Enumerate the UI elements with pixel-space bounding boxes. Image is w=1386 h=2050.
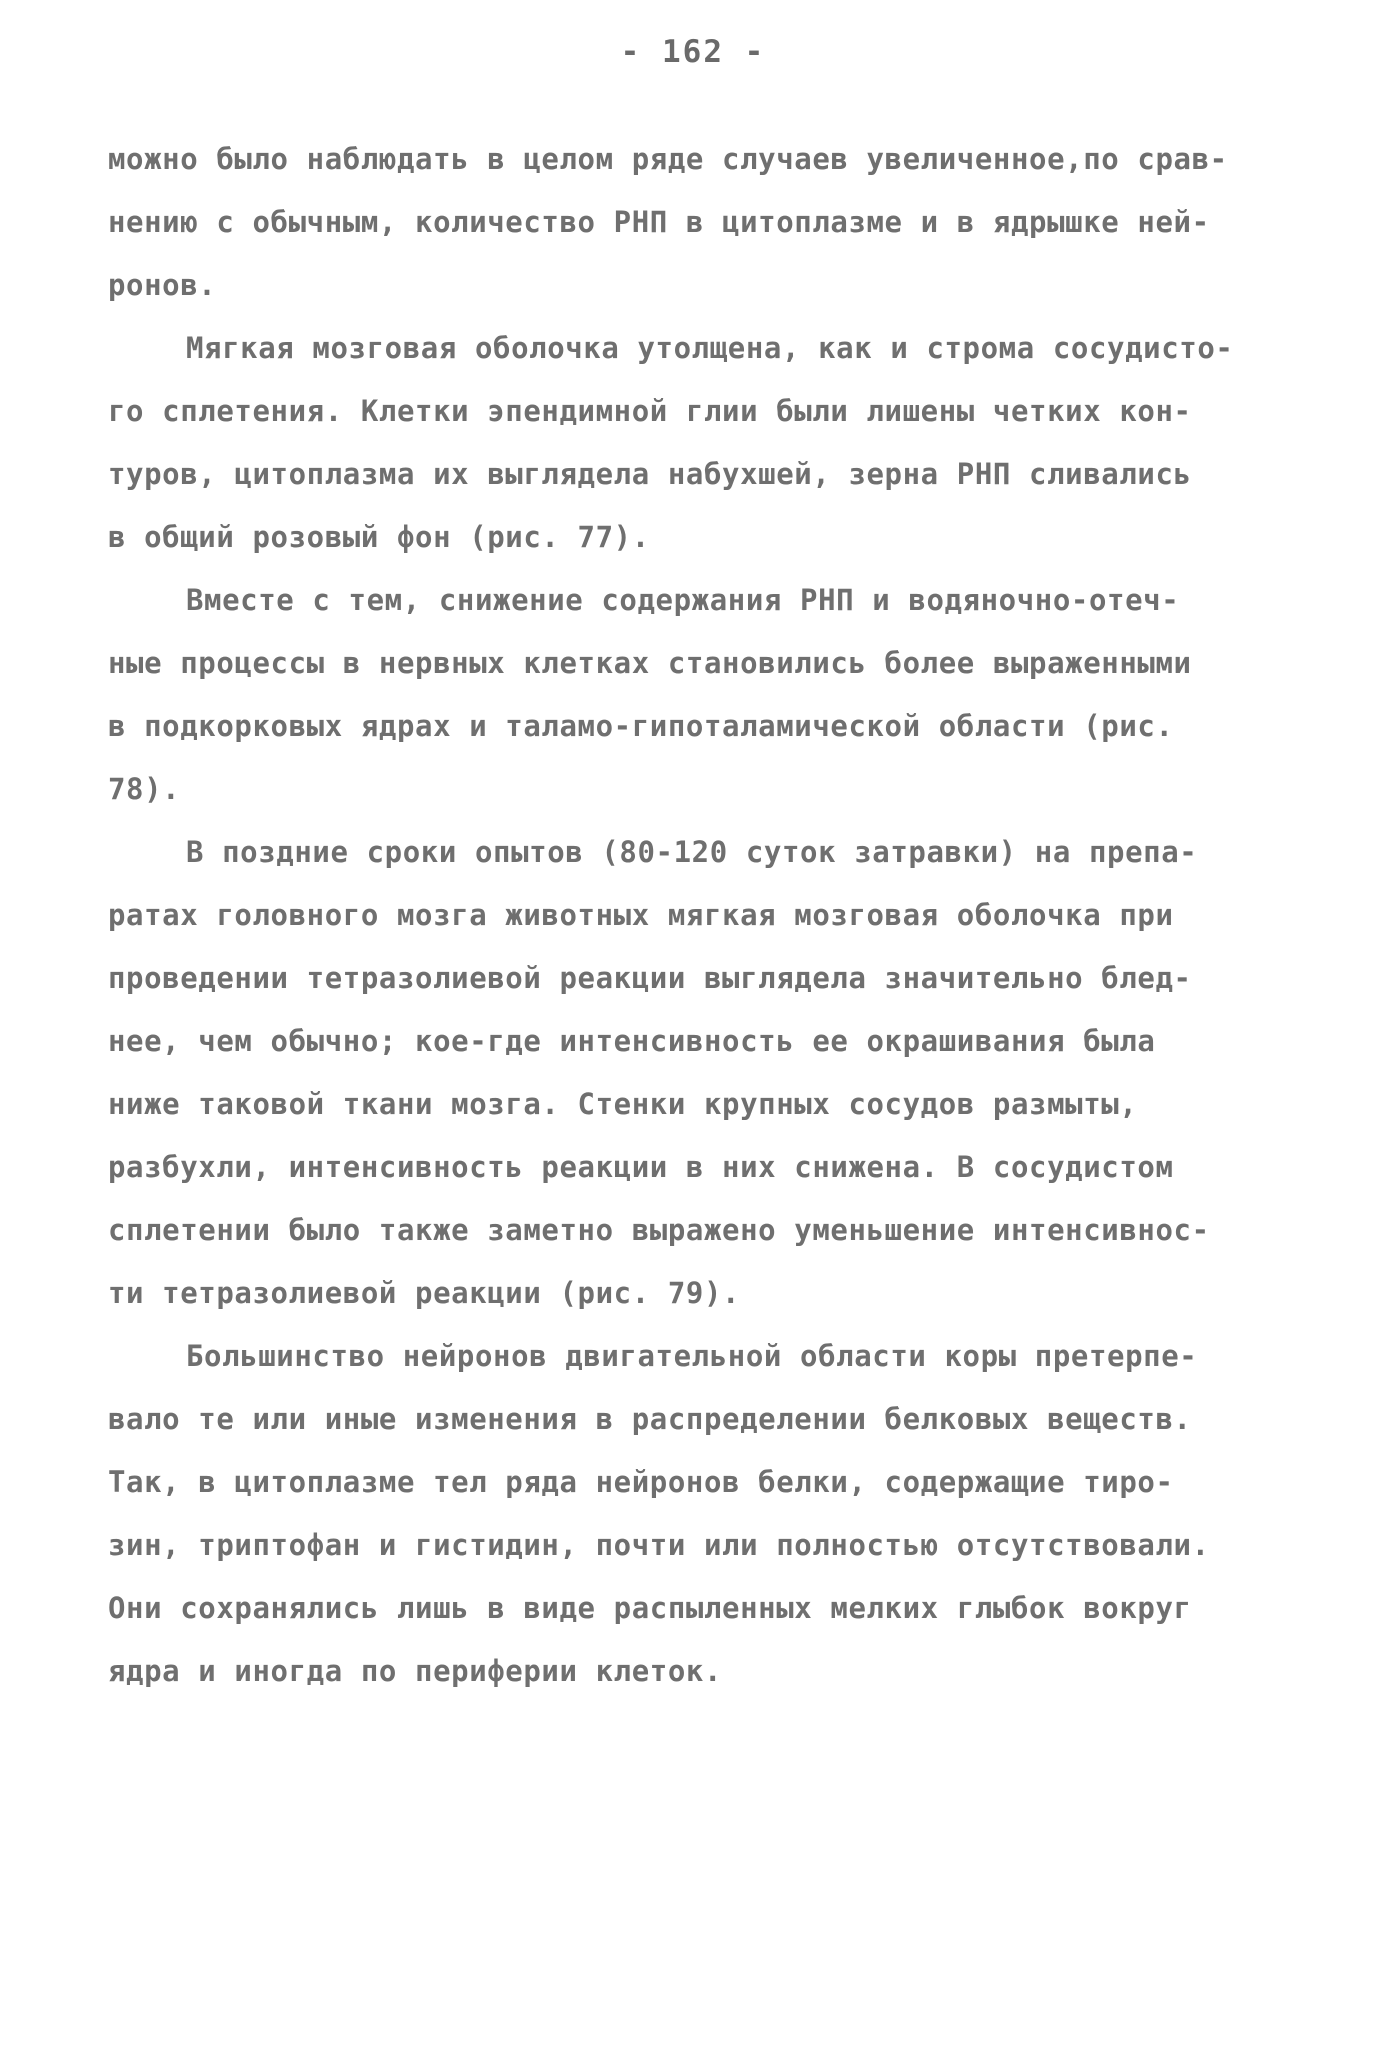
paragraph-3 <box>108 569 1288 821</box>
text-line: Так, в цитоплазме тел ряда нейронов белки, содержащие тиро- <box>108 1465 1174 1499</box>
text-line: разбухли, интенсивность реакции в них снижена. В сосудистом <box>108 1150 1174 1184</box>
paragraph-2 <box>108 317 1288 569</box>
text-line: в подкорковых ядрах и таламо-гипоталамической области (рис. <box>108 709 1174 743</box>
page-number: - 162 - <box>620 34 766 70</box>
body-text <box>108 128 1288 1703</box>
text-line: вало те или иные изменения в распределении белковых веществ. <box>108 1402 1192 1436</box>
paragraph-5 <box>108 1325 1288 1703</box>
text-line: ратах головного мозга животных мягкая мозговая оболочка при <box>108 898 1174 932</box>
text-line: проведении тетразолиевой реакции выглядела значительно блед- <box>108 961 1192 995</box>
paragraph-4 <box>108 821 1288 1325</box>
text-line: нению с обычным, количество РНП в цитоплазме и в ядрышке ней- <box>108 205 1210 239</box>
text-line: ти тетразолиевой реакции (рис. 79). <box>108 1276 741 1310</box>
text-line: Вместе с тем, снижение содержания РНП и водяночно-отеч- <box>186 583 1180 617</box>
text-line: ядра и иногда по периферии клеток. <box>108 1654 723 1688</box>
text-line: нее, чем обычно; кое-где интенсивность ее окрашивания была <box>108 1024 1156 1058</box>
text-line: туров, цитоплазма их выглядела набухшей, зерна РНП сливались <box>108 457 1192 491</box>
text-line: можно было наблюдать в целом ряде случаев увеличенное,по срав- <box>108 142 1228 176</box>
text-line: в общий розовый фон (рис. 77). <box>108 520 650 554</box>
text-line: Они сохранялись лишь в виде распыленных мелких глыбок вокруг <box>108 1591 1192 1625</box>
text-line: зин, триптофан и гистидин, почти или полностью отсутствовали. <box>108 1528 1210 1562</box>
text-line: Большинство нейронов двигательной области коры претерпе- <box>186 1339 1198 1373</box>
text-line: ные процессы в нервных клетках становились более выраженными <box>108 646 1192 680</box>
text-line: В поздние сроки опытов (80-120 суток затравки) на препа- <box>186 835 1198 869</box>
paragraph-1 <box>108 128 1288 317</box>
text-line: 78). <box>108 772 181 806</box>
text-line: го сплетения. Клетки эпендимной глии были лишены четких кон- <box>108 394 1192 428</box>
text-line: сплетении было также заметно выражено уменьшение интенсивнос- <box>108 1213 1210 1247</box>
text-line: ниже таковой ткани мозга. Стенки крупных сосудов размыты, <box>108 1087 1138 1121</box>
text-line: ронов. <box>108 268 217 302</box>
text-line: Мягкая мозговая оболочка утолщена, как и строма сосудисто- <box>186 331 1234 365</box>
